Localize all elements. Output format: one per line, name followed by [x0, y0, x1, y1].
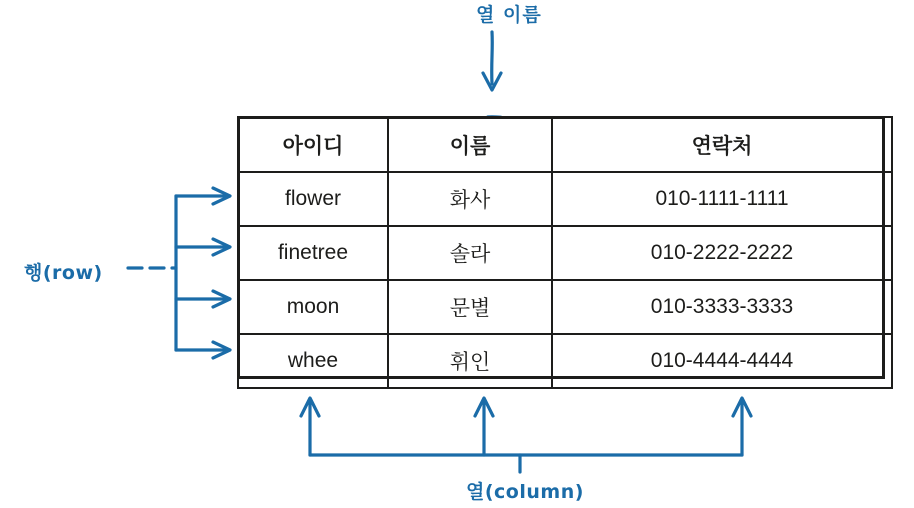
- cell-name: 화사: [388, 172, 552, 226]
- cell-tel: 010-1111-1111: [552, 172, 892, 226]
- cell-id: moon: [238, 280, 388, 334]
- column-label: 열(column): [466, 481, 584, 503]
- table-header: [238, 117, 892, 172]
- row-arrow-3-head: [213, 291, 230, 307]
- data-table: [237, 116, 893, 389]
- column-arrow-2-head: [475, 398, 493, 416]
- column-name-arrow-head: [483, 73, 501, 90]
- table-body: [238, 172, 892, 388]
- table-row: [238, 172, 892, 226]
- table-row: [238, 334, 892, 388]
- data-table-container: [237, 116, 885, 379]
- cell-tel: 010-2222-2222: [552, 226, 892, 280]
- column-header-id: 아이디: [238, 117, 388, 172]
- cell-id: finetree: [238, 226, 388, 280]
- cell-id: whee: [238, 334, 388, 388]
- row-arrow-2-head: [213, 239, 230, 255]
- cell-name: 휘인: [388, 334, 552, 388]
- row-arrow-4-head: [213, 342, 230, 358]
- column-arrow-3-head: [733, 398, 751, 416]
- column-arrow-1-head: [301, 398, 319, 416]
- row-label: 행(row): [24, 262, 103, 284]
- cell-tel: 010-3333-3333: [552, 280, 892, 334]
- column-name-label: 열 이름: [476, 4, 542, 26]
- table-row: [238, 226, 892, 280]
- column-name-arrow-shaft: [492, 32, 493, 84]
- cell-id: flower: [238, 172, 388, 226]
- row-arrow-1-head: [213, 188, 230, 204]
- cell-name: 솔라: [388, 226, 552, 280]
- column-header-name: 이름: [388, 117, 552, 172]
- column-header-tel: 연락처: [552, 117, 892, 172]
- table-row: [238, 280, 892, 334]
- table-header-row: [238, 117, 892, 172]
- cell-tel: 010-4444-4444: [552, 334, 892, 388]
- cell-name: 문별: [388, 280, 552, 334]
